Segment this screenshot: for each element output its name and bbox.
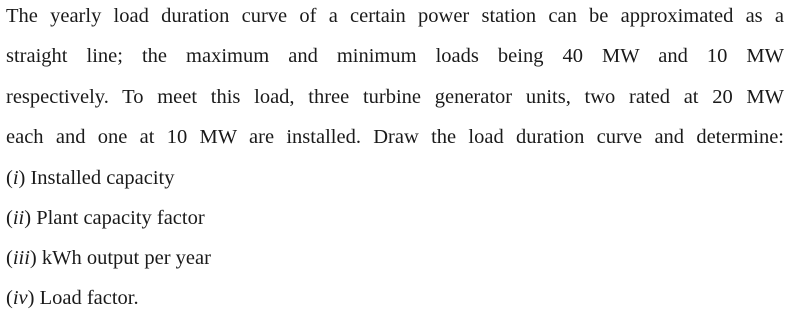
paragraph-line-2: straight line; the maximum and minimum loads being 40 MW and 10 MW: [6, 45, 784, 67]
item-text: Plant capacity factor: [36, 207, 205, 229]
item-text: Load factor.: [39, 287, 139, 309]
list-item-i: (i) Installed capacity: [6, 167, 175, 189]
list-item-ii: (ii) Plant capacity factor: [6, 207, 205, 229]
paragraph-line-4: each and one at 10 MW are installed. Draw the load duration curve and determine:: [6, 126, 784, 148]
paragraph-line-3: respectively. To meet this load, three turbine generator units, two rated at 20 MW: [6, 86, 784, 108]
item-numeral: iv: [12, 287, 28, 309]
item-numeral: iii: [12, 247, 30, 269]
item-numeral: i: [12, 167, 19, 189]
list-item-iii: (iii) kWh output per year: [6, 247, 211, 269]
list-item-iv: (iv) Load factor.: [6, 287, 139, 309]
item-numeral: ii: [12, 207, 25, 229]
item-text: kWh output per year: [41, 247, 211, 269]
paragraph-line-1: The yearly load duration curve of a certain power station can be approximated as a: [6, 5, 784, 27]
item-text: Installed capacity: [30, 167, 175, 189]
